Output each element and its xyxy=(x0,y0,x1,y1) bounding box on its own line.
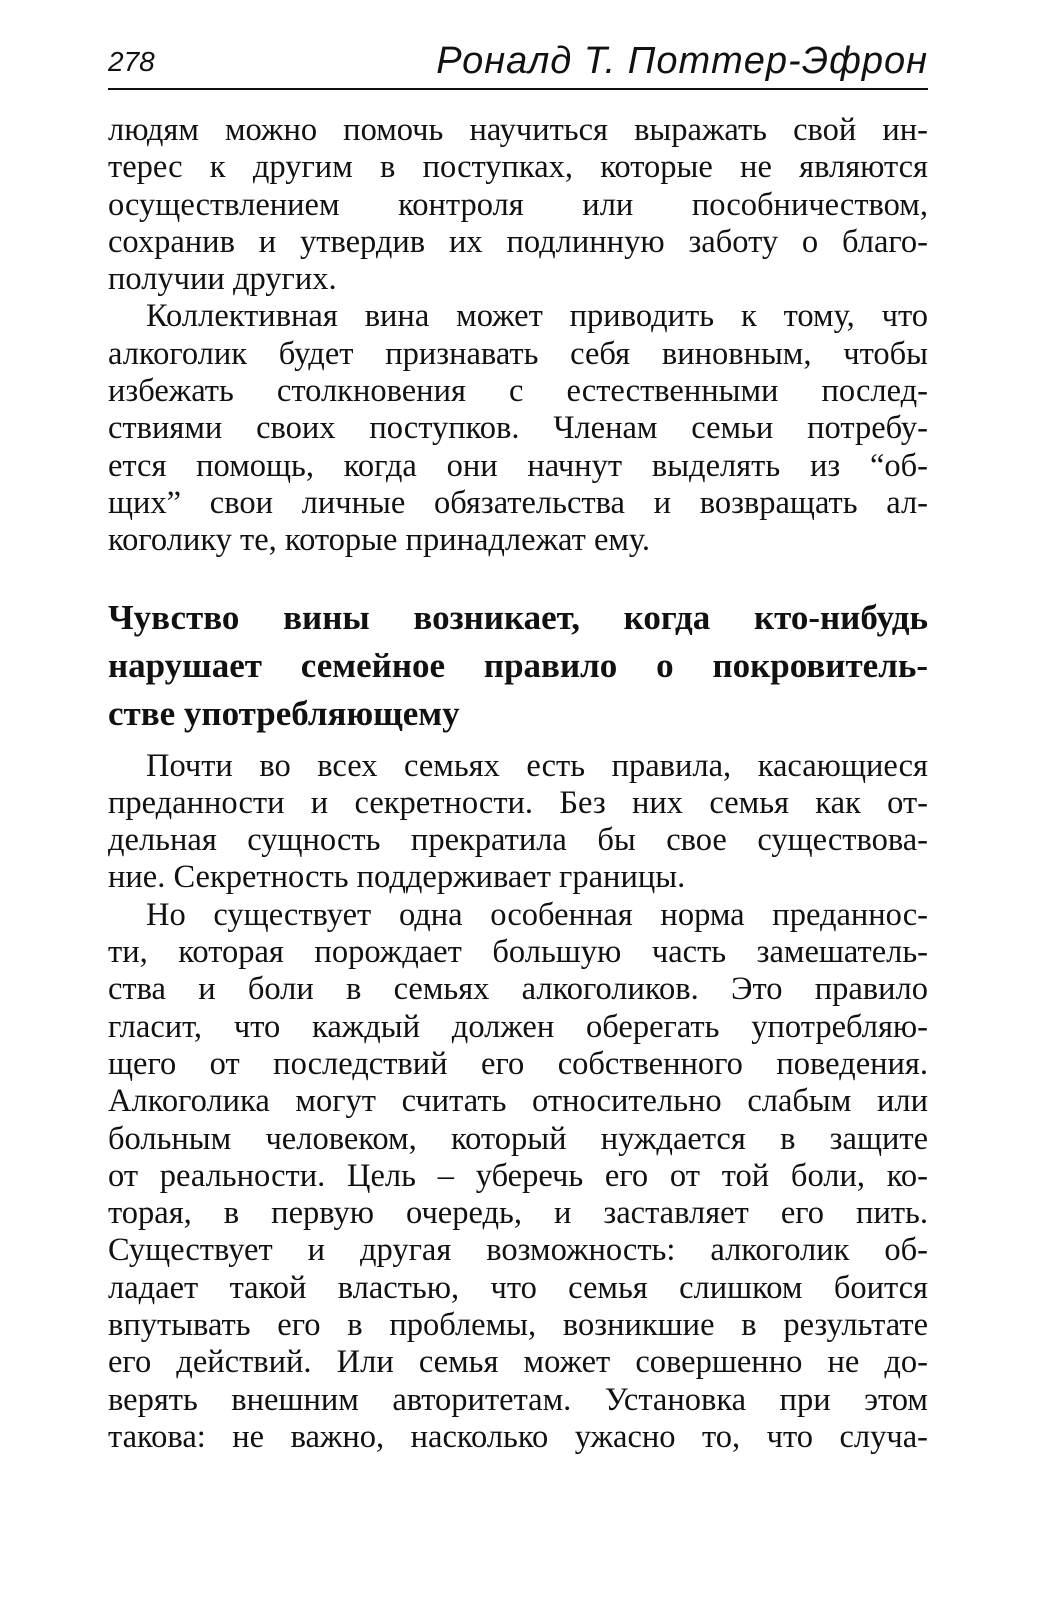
text-line: Существует и другая возможность: алкоголик об- xyxy=(108,1232,928,1269)
text-line: Коллективная вина может приводить к тому, что xyxy=(146,298,928,335)
text-line: ладает такой властью, что семья слишком боится xyxy=(108,1269,928,1306)
text-line: гласит, что каждый должен оберегать употребляю- xyxy=(108,1008,928,1045)
text-line: осуществлением контроля или пособничеством, xyxy=(108,186,928,223)
text-line: коголику те, которые принадлежат ему. xyxy=(108,522,651,559)
page-number: 278 xyxy=(108,46,155,77)
text-line: торая, в первую очередь, и заставляет его пить. xyxy=(108,1195,928,1232)
text-line: получии других. xyxy=(108,261,337,298)
text-line: впутывать его в проблемы, возникшие в результате xyxy=(108,1307,928,1344)
paragraph-4 xyxy=(108,897,928,1456)
book-page xyxy=(108,40,928,1456)
text-line: ется помощь, когда они начнут выделять из “об- xyxy=(108,447,928,484)
text-block-after-heading xyxy=(108,748,928,1457)
text-line: ние. Секретность поддерживает границы. xyxy=(108,859,686,896)
paragraph-3 xyxy=(108,748,928,897)
text-line: верять внешним авторитетам. Установка при этом xyxy=(108,1381,928,1418)
text-line: ствиями своих поступков. Членам семьи потребу- xyxy=(108,410,928,447)
text-line: Алкоголика могут считать относительно слабым или xyxy=(108,1083,928,1120)
text-line: преданности и секретности. Без них семья как от- xyxy=(108,784,928,821)
text-line: ти, которая порождает большую часть замешатель- xyxy=(108,934,928,971)
text-line: больным человеком, который нуждается в защите xyxy=(108,1120,928,1157)
text-line: его действий. Или семья может совершенно не до- xyxy=(108,1344,928,1381)
text-line: такова: не важно, насколько ужасно то, что случа- xyxy=(108,1418,928,1455)
text-block-before-heading xyxy=(108,112,928,560)
heading-line: стве употребляющему xyxy=(108,693,460,733)
text-line: дельная сущность прекратила бы свое существова- xyxy=(108,822,928,859)
text-line: щего от последствий его собственного поведения. xyxy=(108,1045,928,1082)
text-line: ства и боли в семьях алкоголиков. Это правило xyxy=(108,971,928,1008)
text-line: от реальности. Цель – уберечь его от той боли, ко- xyxy=(108,1157,928,1194)
running-title-author: Роналд Т. Поттер-Эфрон xyxy=(436,40,928,82)
paragraph-2 xyxy=(108,298,928,559)
text-line: Но существует одна особенная норма преданнос- xyxy=(146,896,928,933)
text-line: людям можно помочь научиться выражать свой ин- xyxy=(108,112,928,148)
section-heading xyxy=(108,594,928,738)
text-line: терес к другим в поступках, которые не являются xyxy=(108,149,928,186)
text-line: сохранив и утвердив их подлинную заботу о благо- xyxy=(108,223,928,260)
paragraph-1 xyxy=(108,112,928,298)
text-line: алкоголик будет признавать себя виновным, чтобы xyxy=(108,335,928,372)
text-line: Почти во всех семьях есть правила, касающиеся xyxy=(146,747,928,784)
text-line: избежать столкновения с естественными послед- xyxy=(108,373,928,410)
heading-line: нарушает семейное правило о покровитель- xyxy=(108,645,928,685)
running-head xyxy=(108,40,928,90)
text-line: щих” свои личные обязательства и возвращать ал- xyxy=(108,484,928,521)
heading-line: Чувство вины возникает, когда кто-нибудь xyxy=(108,597,928,637)
